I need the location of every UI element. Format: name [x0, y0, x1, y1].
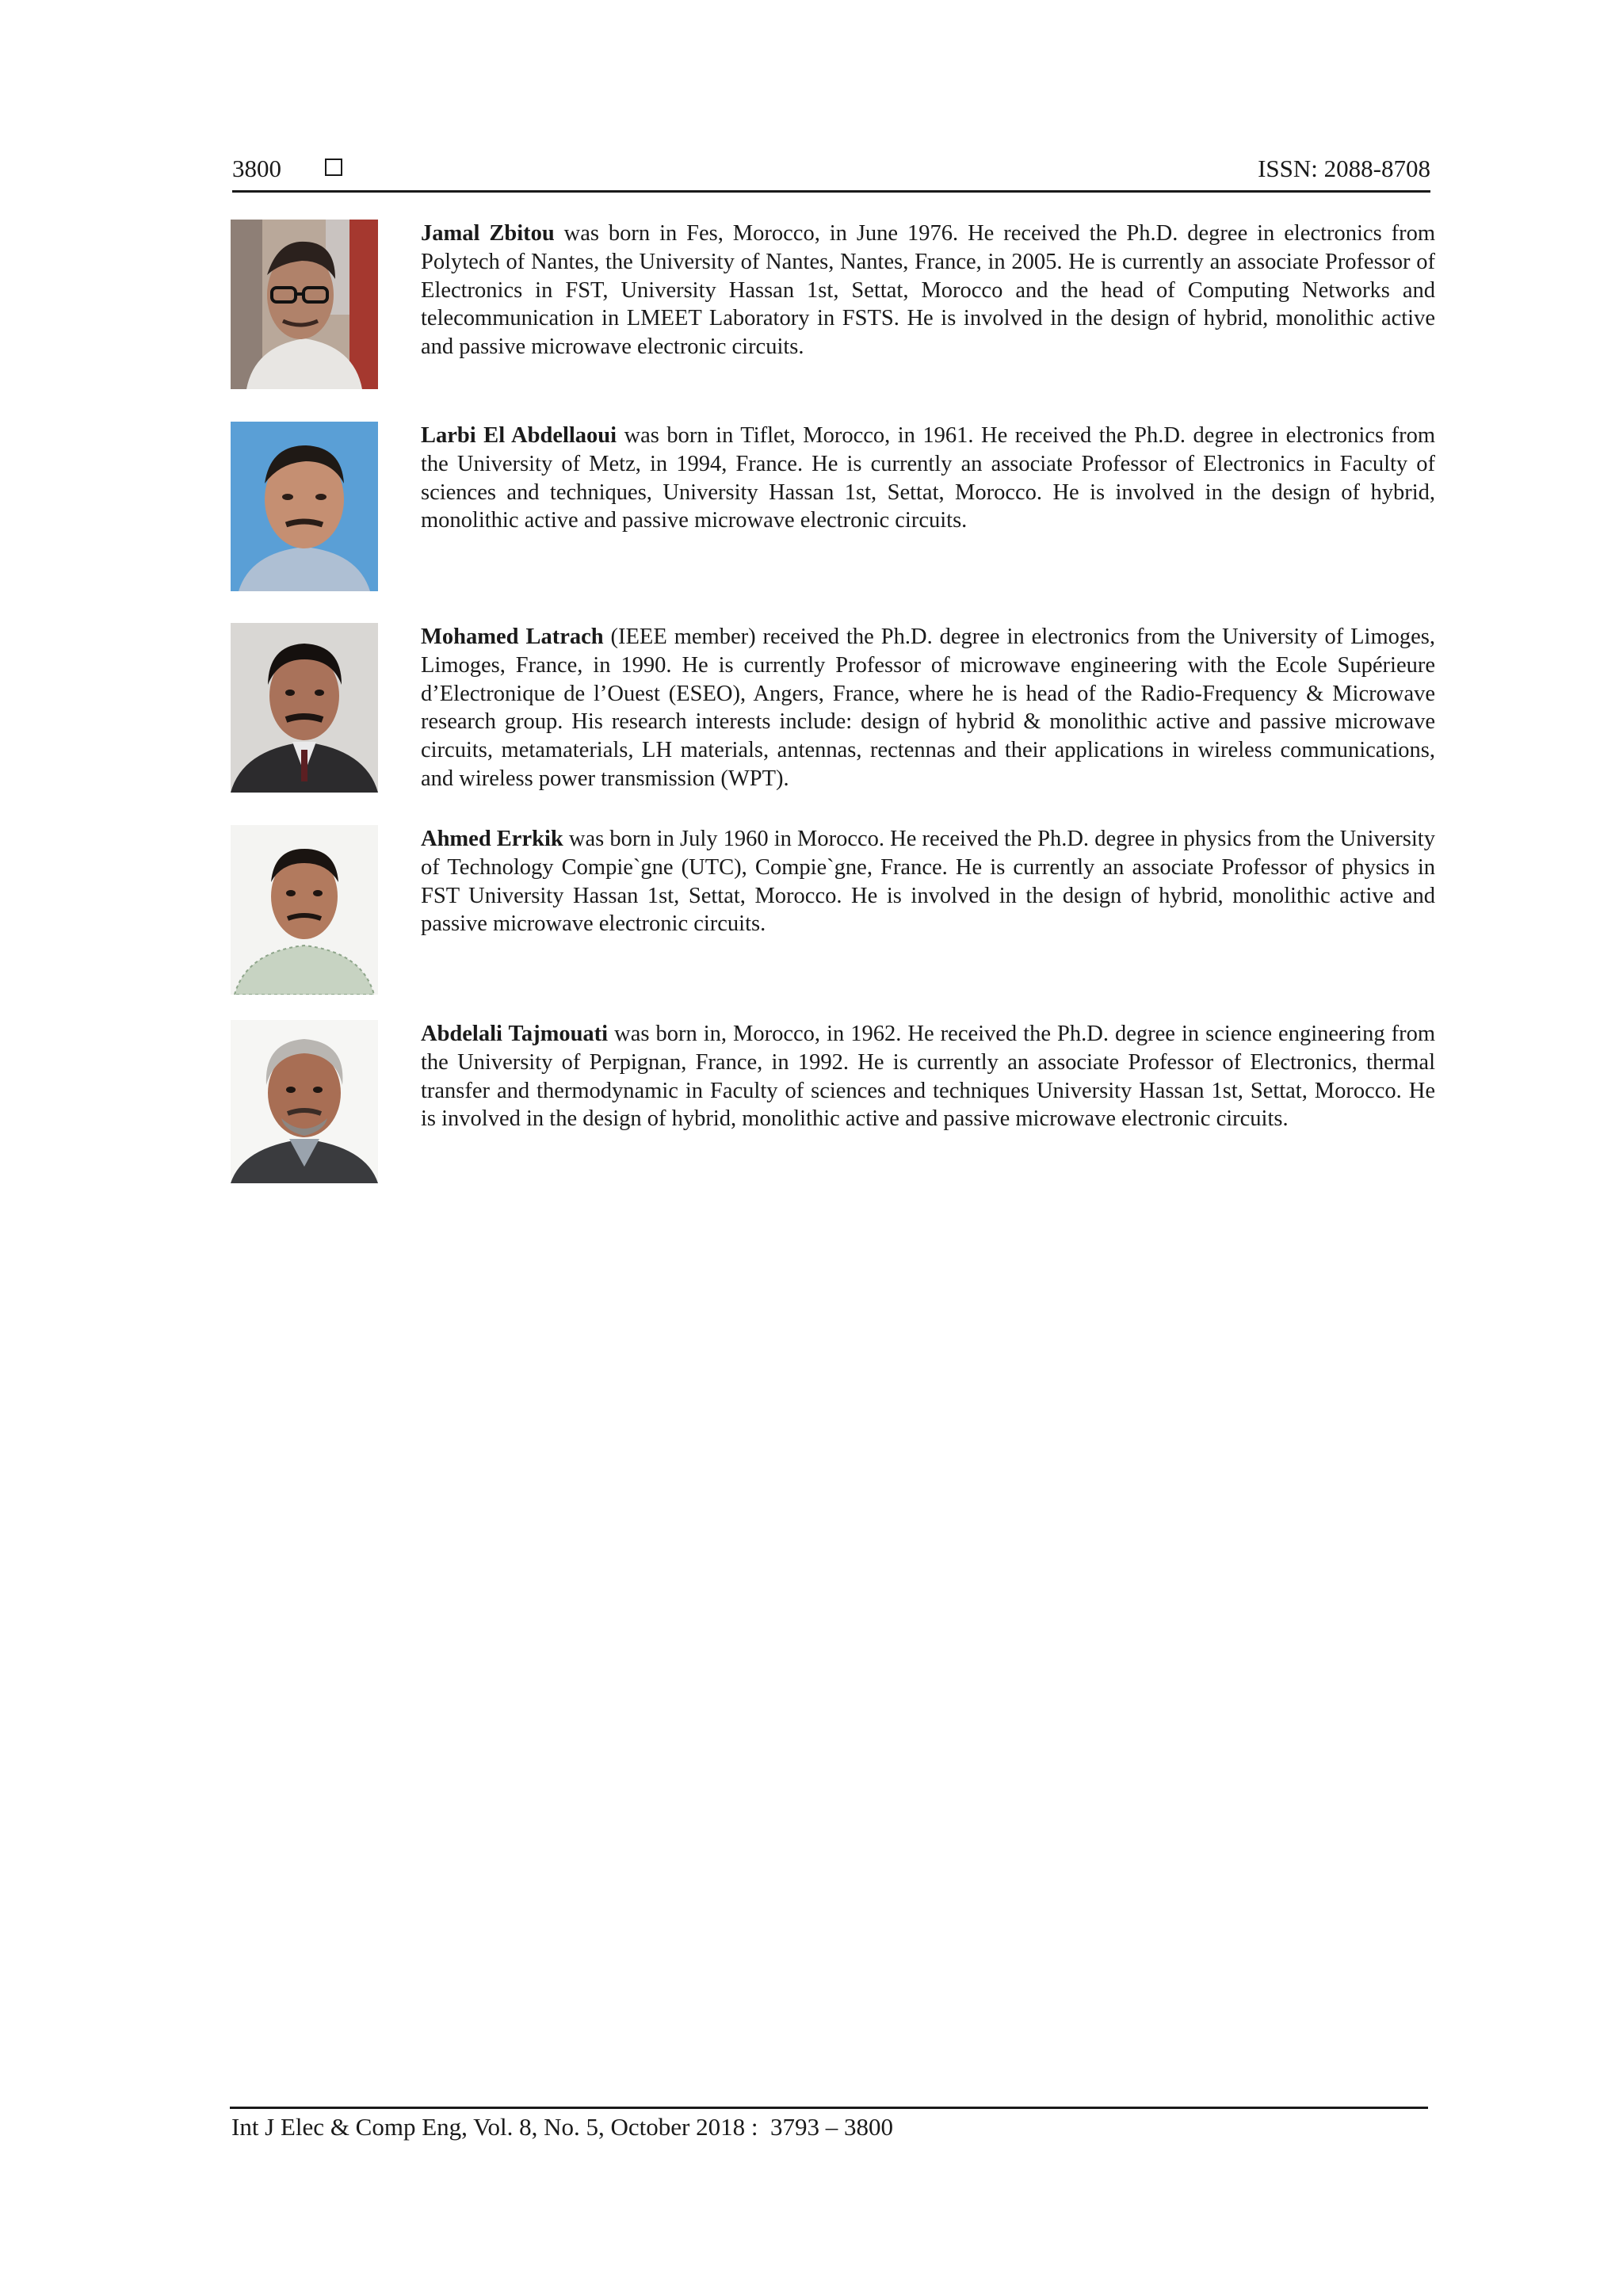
journal-citation: Int J Elec & Comp Eng, Vol. 8, No. 5, October 2018 : 3793 – 3800: [231, 2113, 893, 2141]
author-photo: [231, 422, 378, 591]
issn-label: ISSN: 2088-8708: [1258, 155, 1430, 182]
bio-description: was born in July 1960 in Morocco. He received the Ph.D. degree in physics from the University of Technology Compie`gne (UTC), Compie`gne, France. He is currently an associate Professor of physics in FST University Hassan 1st, Settat, Morocco. He is involved in the design of hybrid, monolithic active and passive microwave electronic circuits.: [421, 827, 1435, 937]
bio-description: was born in Tiflet, Morocco, in 1961. He received the Ph.D. degree in electronics from the University of Metz, in 1994, France. He is currently an associate Professor of Electronics in Faculty of sciences and techniques, University Hassan 1st, Settat, Morocco. He is involved in the design of hybrid, monolithic active and passive microwave electronic circuits.: [421, 423, 1435, 533]
header-rule: [232, 190, 1430, 193]
author-photo: [231, 1020, 378, 1183]
bio-text: [421, 825, 1435, 938]
author-photo: [231, 220, 378, 389]
author-photo: [231, 623, 378, 793]
bio-text: [421, 422, 1435, 535]
page-number: 3800: [232, 155, 281, 182]
author-name: Mohamed Latrach: [421, 625, 604, 649]
bio-description: was born in, Morocco, in 1962. He received the Ph.D. degree in science engineering from the University of Perpignan, France, in 1992. He is currently an associate Professor of Electronics, thermal transfer and thermodynamic in Faculty of sciences and techniques University Hassan 1st, Settat, Morocco. He is involved in the design of hybrid, monolithic active and passive microwave electronic circuits.: [421, 1022, 1435, 1132]
author-photo-image: [231, 825, 378, 995]
bio-text: [421, 1020, 1435, 1133]
author-photo-image: [231, 422, 378, 591]
author-photo: [231, 825, 378, 995]
page-header: [232, 151, 1430, 187]
author-name: Larbi El Abdellaoui: [421, 423, 617, 448]
author-photo-image: [231, 1020, 378, 1183]
author-name: Jamal Zbitou: [421, 221, 555, 246]
bio-text: [421, 623, 1435, 793]
bio-description: (IEEE member) received the Ph.D. degree in electronics from the University of Limoges, Limoges, France, in 1990. He is currently Professor of microwave engineering with the Ecole Supérieure d’Electronique de l’Ouest (ESEO), Angers, France, where he is head of the Radio-Frequency & Microwave research group. His research interests include: design of hybrid & monolithic active and passive microwave circuits, metamaterials, LH materials, antennas, rectennas and their applications in wireless communications, and wireless power transmission (WPT).: [421, 625, 1435, 791]
square-bullet-icon: [325, 159, 342, 176]
bio-text: [421, 220, 1435, 361]
author-photo-image: [231, 220, 378, 389]
bio-description: was born in Fes, Morocco, in June 1976. He received the Ph.D. degree in electronics from Polytech of Nantes, the University of Nantes, Nantes, France, in 2005. He is currently an associate Professor of Electronics in FST, University Hassan 1st, Settat, Morocco and the head of Computing Networks and telecommunication in LMEET Laboratory in FSTS. He is involved in the design of hybrid, monolithic active and passive microwave electronic circuits.: [421, 221, 1436, 360]
author-name: Ahmed Errkik: [421, 827, 563, 851]
author-photo-image: [231, 623, 378, 793]
author-name: Abdelali Tajmouati: [421, 1022, 609, 1046]
